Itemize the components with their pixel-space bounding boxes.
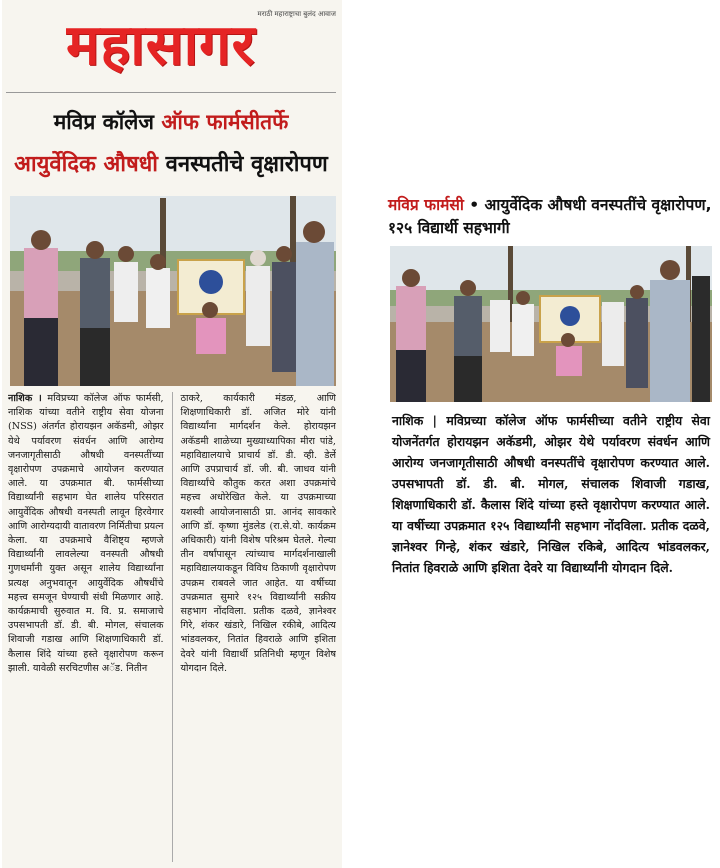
left-article-column1 [8,392,164,862]
left-dateline: नाशिक । [8,393,42,404]
left-article-body [8,392,336,862]
right-headline-brand: मविप्र फार्मसी [388,196,464,214]
left-headline-line1-part1: मविप्र कॉलेज [53,110,162,134]
left-headline-line2 [6,148,336,178]
right-body-text: मविप्रच्या कॉलेज ऑफ फार्मसीच्या वतीने राष्ट्रीय सेवा योजनेंतर्गत होरायझन अकॅडमी, ओझर येथे पर्यावरण संवर्धन आणि आरोग्य जनजागृतीसाठी औषधी वनस्पतींचे वृक्षारोपण करण्यात आले. उपसभापती डॉ. डी. बी. मोगल, संचालक शिवाजी गडाख, शिक्षणाधिकारी डॉ. कैलास शिंदे यांच्या हस्ते वृक्षारोपण करण्यात आले. या वर्षीच्या उपक्रमात १२५ विद्यार्थ्यांनी सहभाग नोंदविला. प्रतीक दळवे, ज्ञानेश्वर गिन्हे, शंकर खंडारे, निखिल रकिबे, आदित्य भांडवलकर, नितांत हिवराळे आणि इशिता देवरे या विद्यार्थ्यांनी योगदान दिले. [392,413,710,575]
tree-plantation-photo-right [390,246,712,402]
left-headline-line1 [6,108,336,136]
left-article-column2 [180,392,336,862]
left-headline-line2-part2: वनस्पतीचे वृक्षारोपण [165,152,328,177]
masthead-tagline: मराठी महाराष्ट्राचा बुलंद आवाज [257,10,336,18]
right-event-photo [390,246,712,402]
masthead-divider [6,92,336,93]
tree-plantation-photo [10,196,336,386]
right-headline-text: • आयुर्वेदिक औषधी वनस्पतींचे वृक्षारोपण, १२५ विद्यार्थी सहभागी [388,196,712,237]
right-article-body [392,410,710,578]
right-dateline: नाशिक | [392,413,438,428]
newspaper-masthead: महासागर [66,13,256,78]
left-column2-text: ठाकरे, कार्यकारी मंडळ, आणि शिक्षणाधिकारी डॉ. अजित मोरे यांनी विद्यार्थ्यांना मार्गदर्शन केले. होरायझन अकॅडमी शाळेच्या मुख्याध्यापिका मीरा पांडे, महाविद्यालयाचे प्राचार्य डॉ. डी. व्ही. डेर्ले आणि उपप्राचार्य डॉ. जी. बी. जाधव यांनी विद्यार्थ्यांचे कौतुक करत अशा उपक्रमांचे महत्त्व अधोरेखित केले. या उपक्रमाच्या यशस्वी आयोजनासाठी प्रा. आनंद सावकारे आणि डॉ. कृष्णा मुंडलेड (रा.से.यो. कार्यक्रम अधिकारी) यांनी विशेष परिश्रम घेतले. गेल्या तीन वर्षांपासून त्यांच्याच मार्गदर्शनाखाली महाविद्यालयाकडून विविध ठिकाणी वृक्षारोपण उपक्रम राबवले जात आहेत. या वर्षीच्या उपक्रमात सुमारे १२५ विद्यार्थ्यांनी सक्रीय सहभाग नोंदविला. प्रतीक दळवे, ज्ञानेश्वर गिरे, शंकर खंडारे, निखिल रकीबे, आदित्य भांडवलकर, नितांत हिवराळे आणि इशिता देवरे यांनी विद्यार्थी प्रतिनिधी म्हणून विशेष योगदान दिले. [180,393,336,674]
left-headline-line2-part1: आयुर्वेदिक औषधी [14,152,166,177]
right-headline [388,194,714,240]
column-divider [172,392,173,862]
left-column1-text: मविप्रच्या कॉलेज ऑफ फार्मसी, नाशिक यांच्या वतीने राष्ट्रीय सेवा योजना (NSS) अंतर्गत होरायझन अकॅडमी, ओझर येथे पर्यावरण संवर्धन आणि आरोग्य जनजागृतीसाठी औषधी वनस्पतींच्या वृक्षारोपण उपक्रमाचे आयोजन करण्यात आले. या उपक्रमात बी. फार्मसीच्या विद्यार्थ्यांनी सहभाग घेत शालेय परिसरात आयुर्वेदिक औषधी वनस्पती लावून हिरवेगार आणि आरोग्यदायी वातावरण निर्मितीचा प्रयत्न केला. या उपक्रमाचे वैशिष्ट्य म्हणजे विद्यार्थ्यांनी लावलेल्या वनस्पती औषधी गुणधर्मांनी युक्त असून शालेय विद्यार्थ्यांना प्रत्यक्ष अनुभवातून आयुर्वेदिक औषधींचे महत्त्व समजून घेण्याची संधी मिळणार आहे. कार्यक्रमाची सुरुवात म. वि. प्र. समाजाचे उपसभापती डॉ. डी. बी. मोगल, संचालक शिवाजी गडाख आणि शिक्षणाधिकारी डॉ. कैलास शिंदे यांच्या हस्ते वृक्षारोपण करून झाली. यावेळी सरचिटणीस अॅड. नितीन [8,393,164,674]
left-event-photo [10,196,336,386]
left-headline-line1-part2: ऑफ फार्मसीतर्फे [161,110,289,134]
